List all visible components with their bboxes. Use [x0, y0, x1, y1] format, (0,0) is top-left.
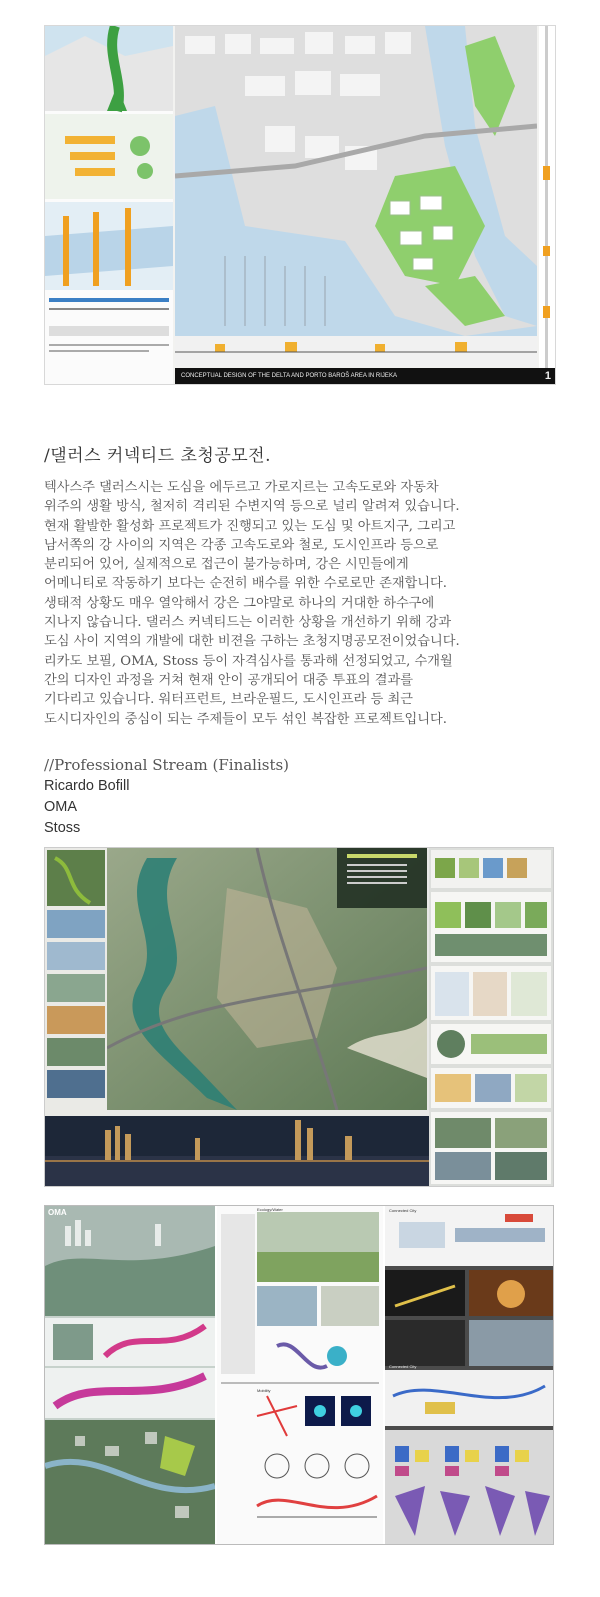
bofill-render-column: [45, 848, 107, 1116]
article-body: [44, 478, 554, 729]
body-line: 리카도 보필, OMA, Stoss 등이 자격심사를 통과해 선정되었고, 수개월: [44, 653, 453, 669]
body-line: 위주의 생활 방식, 철저히 격리된 수변지역 등으로 널리 알려져 있습니다.: [44, 499, 460, 515]
finalist-oma: OMA: [44, 799, 78, 815]
finalists-heading: //Professional Stream (Finalists): [44, 756, 290, 774]
bofill-skyline-photo: [45, 1116, 429, 1186]
oma-connected-city-panel: [385, 1206, 553, 1544]
body-line: 도시디자인의 중심이 되는 주제들이 모두 섞인 복잡한 프로젝트입니다.: [44, 711, 447, 727]
poster-number: 1: [544, 370, 551, 382]
finalist-ricardo-bofill: Ricardo Bofill: [44, 778, 130, 794]
poster-section-strip: [539, 26, 555, 384]
body-line: 텍사스주 댈러스시는 도심을 에두르고 가로지르는 고속도로와 자동차: [44, 480, 439, 495]
body-line: 지나지 않습니다. 댈러스 커넥티드는 이러한 상황을 개선하기 위해 강과: [44, 615, 452, 631]
finalist-stoss: Stoss: [44, 820, 81, 836]
oma-poster: [44, 1205, 554, 1545]
oma-ecology-mobility-panel: [217, 1206, 383, 1544]
rijeka-site-plan: [175, 26, 537, 366]
bofill-masterplan-render: [107, 848, 427, 1110]
bofill-poster: [44, 847, 554, 1187]
panel-label-connected-city: Connected City: [389, 1208, 417, 1213]
body-line: 분리되어 있어, 실제적으로 접근이 불가능하며, 강은 시민들에게: [44, 557, 409, 573]
panel-label-mobility: Mobility: [257, 1388, 271, 1393]
body-line: 기다리고 있습니다. 워터프런트, 브라운필드, 도시인프라 등 최근: [44, 692, 413, 708]
body-line: 생태적 상황도 매우 열악해서 강은 그야말로 하나의 거대한 하수구에: [44, 595, 435, 611]
body-line: 남서쪽의 강 사이의 지역은 각종 고속도로와 철로, 도시인프라 등으로: [44, 537, 439, 553]
rijeka-poster: [44, 25, 556, 385]
oma-logo: OMA: [48, 1208, 67, 1217]
panel-label-ecology: Ecology/Water: [257, 1207, 283, 1212]
bofill-strategy-column: [429, 848, 553, 1186]
poster-title: CONCEPTUAL DESIGN OF THE DELTA AND PORTO BAROŠ AREA IN RIJEKA: [181, 373, 397, 379]
body-line: 간의 디자인 과정을 거쳐 현재 안이 공개되어 대중 투표의 결과를: [44, 672, 413, 688]
article-heading: /댈러스 커넥티드 초청공모전.: [44, 446, 272, 466]
poster-title-bar: [175, 368, 555, 384]
panel-label-connected-city-2: Connected City: [389, 1364, 417, 1369]
body-line: 도심 사이 지역의 개발에 대한 비젼을 구하는 초청지명공모전이었습니다.: [44, 634, 460, 650]
poster-diagram-column: [45, 26, 173, 384]
body-line: 어메니티로 작동하기 보다는 순전히 배수를 위한 수로로만 존재합니다.: [44, 576, 447, 592]
body-line: 현재 활발한 활성화 프로젝트가 진행되고 있는 도심 및 아트지구, 그리고: [44, 518, 456, 534]
oma-aerial-panel: [45, 1206, 215, 1544]
